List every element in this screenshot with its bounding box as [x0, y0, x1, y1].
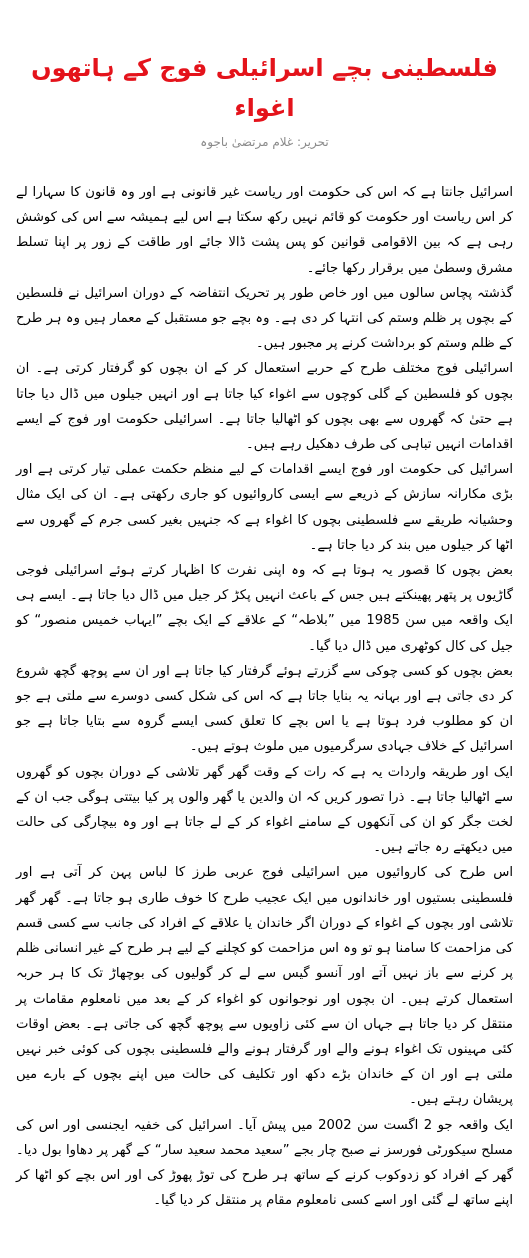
article-body	[16, 180, 513, 1213]
article-title: فلسطینی بچے اسرائیلی فوج کے ہاتھوں اغواء	[31, 54, 498, 122]
paragraph: گذشتہ پچاس سالوں میں اور خاص طور پر تحریک انتفاضہ کے دوران اسرائیل نے فلسطین کے بچوں پر ظلم وستم کی انتہا کر دی ہے۔ وہ بچے جو مستقبل کے معمار ہیں وہ ہر طرح کے ظلم وستم کو برداشت کرنے پر مجبور ہیں۔	[16, 285, 513, 352]
paragraph: ایک واقعہ جو 2 اگست سن 2002 میں پیش آیا۔ اسرائیل کی خفیہ ایجنسی اور اس کی مسلح سیکورٹی فورسز نے صبح چار بجے ”سعید محمد سعید سار“ کے گھر پر دھاوا بول دیا۔ گھر کے افراد کو زدوکوب کرنے کے ساتھ ہر طرح کی توڑ پھوڑ کی اور اس بچے کو اٹھا کر اپنے ساتھ لے گئی اور اسے کسی نامعلوم مقام پر منتقل کر دیا گیا۔	[16, 1117, 513, 1209]
paragraph: ایک اور طریقہ واردات یہ ہے کہ رات کے وقت گھر گھر تلاشی کے دوران بچوں کو گھروں سے اٹھالیا جاتا ہے۔ ذرا تصور کریں کہ ان والدین یا گھر والوں پر کیا بیتتی ہوگی جب ان کے لخت جگر کو ان کی آنکھوں کے سامنے اغواء کر کے لے جاتا ہے اور وہ بیچارگی کی حالت میں دیکھتے رہ جاتے ہیں۔	[16, 764, 513, 856]
paragraph: اس طرح کی کاروائیوں میں اسرائیلی فوج عربی طرز کا لباس پہن کر آتی ہے اور فلسطینی بستیوں اور خاندانوں میں ایک عجیب طرح کا خوف طاری ہو جاتا ہے۔ گھر گھر تلاشی اور بچوں کے اغواء کے دوران اگر خاندان یا علاقے کے افراد کی جانب سے کسی قسم کی مزاحمت کا سامنا ہو تو وہ اس مزاحمت کو کچلنے کے لیے ہر طرح کے غیر انسانی ظلم پر کرنے سے باز نہیں آتے اور آنسو گیس سے لے کر گولیوں کی بوچھاڑ تک کا ہر حربہ استعمال کرتے ہیں۔ ان بچوں اور نوجوانوں کو اغواء کر کے بعد میں نامعلوم مقامات پر منتقل کر دیا جاتا ہے جہاں ان سے کئی زاویوں سے پوچھ گچھ کی جاتی ہے۔ بعض اوقات کئی مہینوں تک اغواء ہونے والے اور گرفتار ہونے والے فلسطینی بچوں کی کوئی خبر نہیں ملتی ہے اور ان کے خاندان بڑے دکھ اور تکلیف کی حالت میں اپنے بچوں کے بارے میں پریشان رہتے ہیں۔	[16, 865, 513, 1108]
paragraph: اسرائیلی فوج مختلف طرح کے حربے استعمال کر کے ان بچوں کو گرفتار کرتی ہے۔ ان بچوں کو فلسطین کے گلی کوچوں سے اغواء کیا جاتا ہے اور انہیں جیلوں میں ڈال دیا جاتا ہے حتیٰ کہ گھروں سے بھی بچوں کو اٹھالیا جاتا ہے۔ اسرائیلی حکومت اور فوج کے ایسے اقدامات انہیں تباہی کی طرف دھکیل رہے ہیں۔	[16, 361, 513, 453]
paragraph: اسرائیل کی حکومت اور فوج ایسے اقدامات کے لیے منظم حکمت عملی تیار کرتی ہے اور بڑی مکارانہ سازش کے ذریعے سے ایسی کاروائیوں کو جاری رکھتی ہے۔ ان کی ایک مثال وحشیانہ طریقے سے فلسطینی بچوں کا اغواء ہے کہ جنہیں بغیر کسی جرم کے گھروں سے اٹھا کر جیلوں میں بند کر دیا جاتا ہے۔	[16, 462, 513, 553]
paragraph: بعض بچوں کو کسی چوکی سے گزرتے ہوئے گرفتار کیا جاتا ہے اور ان سے پوچھ گچھ شروع کر دی جاتی ہے اور بہانہ یہ بنایا جاتا ہے کہ اس کی شکل کسی دوسرے سے ملتی ہے جو ان کو مطلوب فرد ہوتا ہے یا اس بچے کا تعلق کسی ایسے گروہ سے بتایا جاتا ہے جو اسرائیل کے خلاف جہادی سرگرمیوں میں ملوث ہوتے ہیں۔	[16, 663, 513, 755]
paragraph: بعض بچوں کا قصور یہ ہوتا ہے کہ وہ اپنی نفرت کا اظہار کرتے ہوئے اسرائیلی فوجی گاڑیوں پر پتھر پھینکتے ہیں جس کے باعث انہیں پکڑ کر جیل میں ڈال دیا جاتا ہے۔ ایسے ہی ایک واقعہ میں سن 1985 میں ”بلاطہ“ کے علاقے کے ایک بچے ”ایہاب خمیس منصور“ کو جیل کی کال کوٹھری میں ڈال دیا گیا۔	[16, 563, 513, 654]
paragraph: اسرائیل جانتا ہے کہ اس کی حکومت اور ریاست غیر قانونی ہے اور وہ قانون کا سہارا لے کر اس ریاست اور حکومت کو قائم نہیں رکھ سکتا ہے اس لیے ہمیشہ سے اس کی کوشش رہی ہے کہ بین الاقوامی قوانین کو پس پشت ڈالا جائے اور طاقت کے زور پر اپنا تسلط مشرق وسطیٰ میں برقرار رکھا جائے۔	[16, 185, 513, 276]
article-author: تحریر: غلام مرتضیٰ باجوہ	[200, 135, 329, 149]
